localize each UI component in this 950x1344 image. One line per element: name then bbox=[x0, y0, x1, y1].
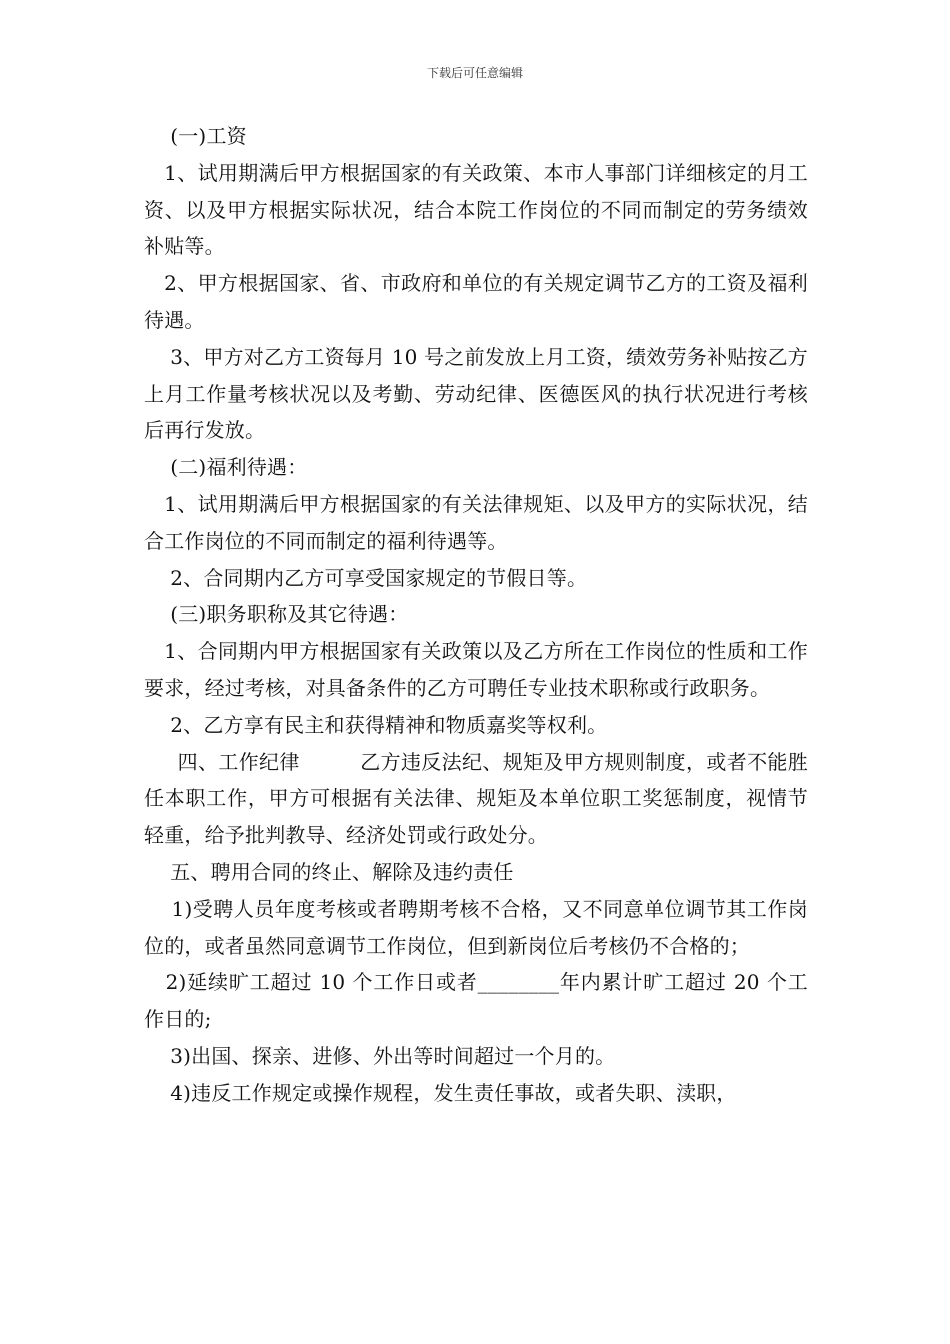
paragraph: 2)延续旷工超过 10 个工作日或者________年内累计旷工超过 20 个工作日的; bbox=[144, 970, 808, 1032]
page-header-note: 下载后可任意编辑 bbox=[426, 66, 523, 80]
section-heading-welfare: (二)福利待遇： bbox=[144, 455, 308, 480]
paragraph: 1)受聘人员年度考核或者聘期考核不合格，又不同意单位调节其工作岗位的，或者虽然同意调节工作岗位，但到新岗位后考核仍不合格的； bbox=[144, 896, 808, 958]
paragraph: 1、试用期满后甲方根据国家的有关法律规矩、以及甲方的实际状况，结合工作岗位的不同而制定的福利待遇等。 bbox=[144, 491, 808, 553]
paragraph: 4)违反工作规定或操作规程，发生责任事故，或者失职、渎职， bbox=[144, 1080, 737, 1105]
document-body bbox=[144, 118, 808, 1112]
section-work-discipline: 四、工作纪律 乙方违反法纪、规矩及甲方规则制度，或者不能胜任本职工作，甲方可根据有关法律、规矩及本单位职工奖惩制度，视情节轻重，给予批判教导、经济处罚或行政处分。 bbox=[144, 749, 808, 848]
paragraph: 2、甲方根据国家、省、市政府和单位的有关规定调节乙方的工资及福利待遇。 bbox=[144, 271, 808, 332]
paragraph: 2、乙方享有民主和获得精神和物质嘉奖等权利。 bbox=[144, 712, 608, 737]
paragraph: 3)出国、探亲、进修、外出等时间超过一个月的。 bbox=[144, 1043, 616, 1068]
section-heading-titles: (三)职务职称及其它待遇： bbox=[144, 602, 409, 627]
paragraph: 1、试用期满后甲方根据国家的有关政策、本市人事部门详细核定的月工资、以及甲方根据实际状况，结合本院工作岗位的不同而制定的劳务绩效补贴等。 bbox=[144, 160, 808, 259]
paragraph: 3、甲方对乙方工资每月 10 号之前发放上月工资，绩效劳务补贴按乙方上月工作量考核状况以及考勤、劳动纪律、医德医风的执行状况进行考核后再行发放。 bbox=[144, 344, 808, 443]
section-heading-salary: (一)工资 bbox=[144, 124, 247, 148]
paragraph: 2、合同期内乙方可享受国家规定的节假日等。 bbox=[144, 565, 588, 590]
paragraph: 1、合同期内甲方根据国家有关政策以及乙方所在工作岗位的性质和工作要求，经过考核，对具备条件的乙方可聘任专业技术职称或行政职务。 bbox=[144, 639, 808, 700]
section-heading-termination: 五、聘用合同的终止、解除及违约责任 bbox=[144, 859, 514, 884]
